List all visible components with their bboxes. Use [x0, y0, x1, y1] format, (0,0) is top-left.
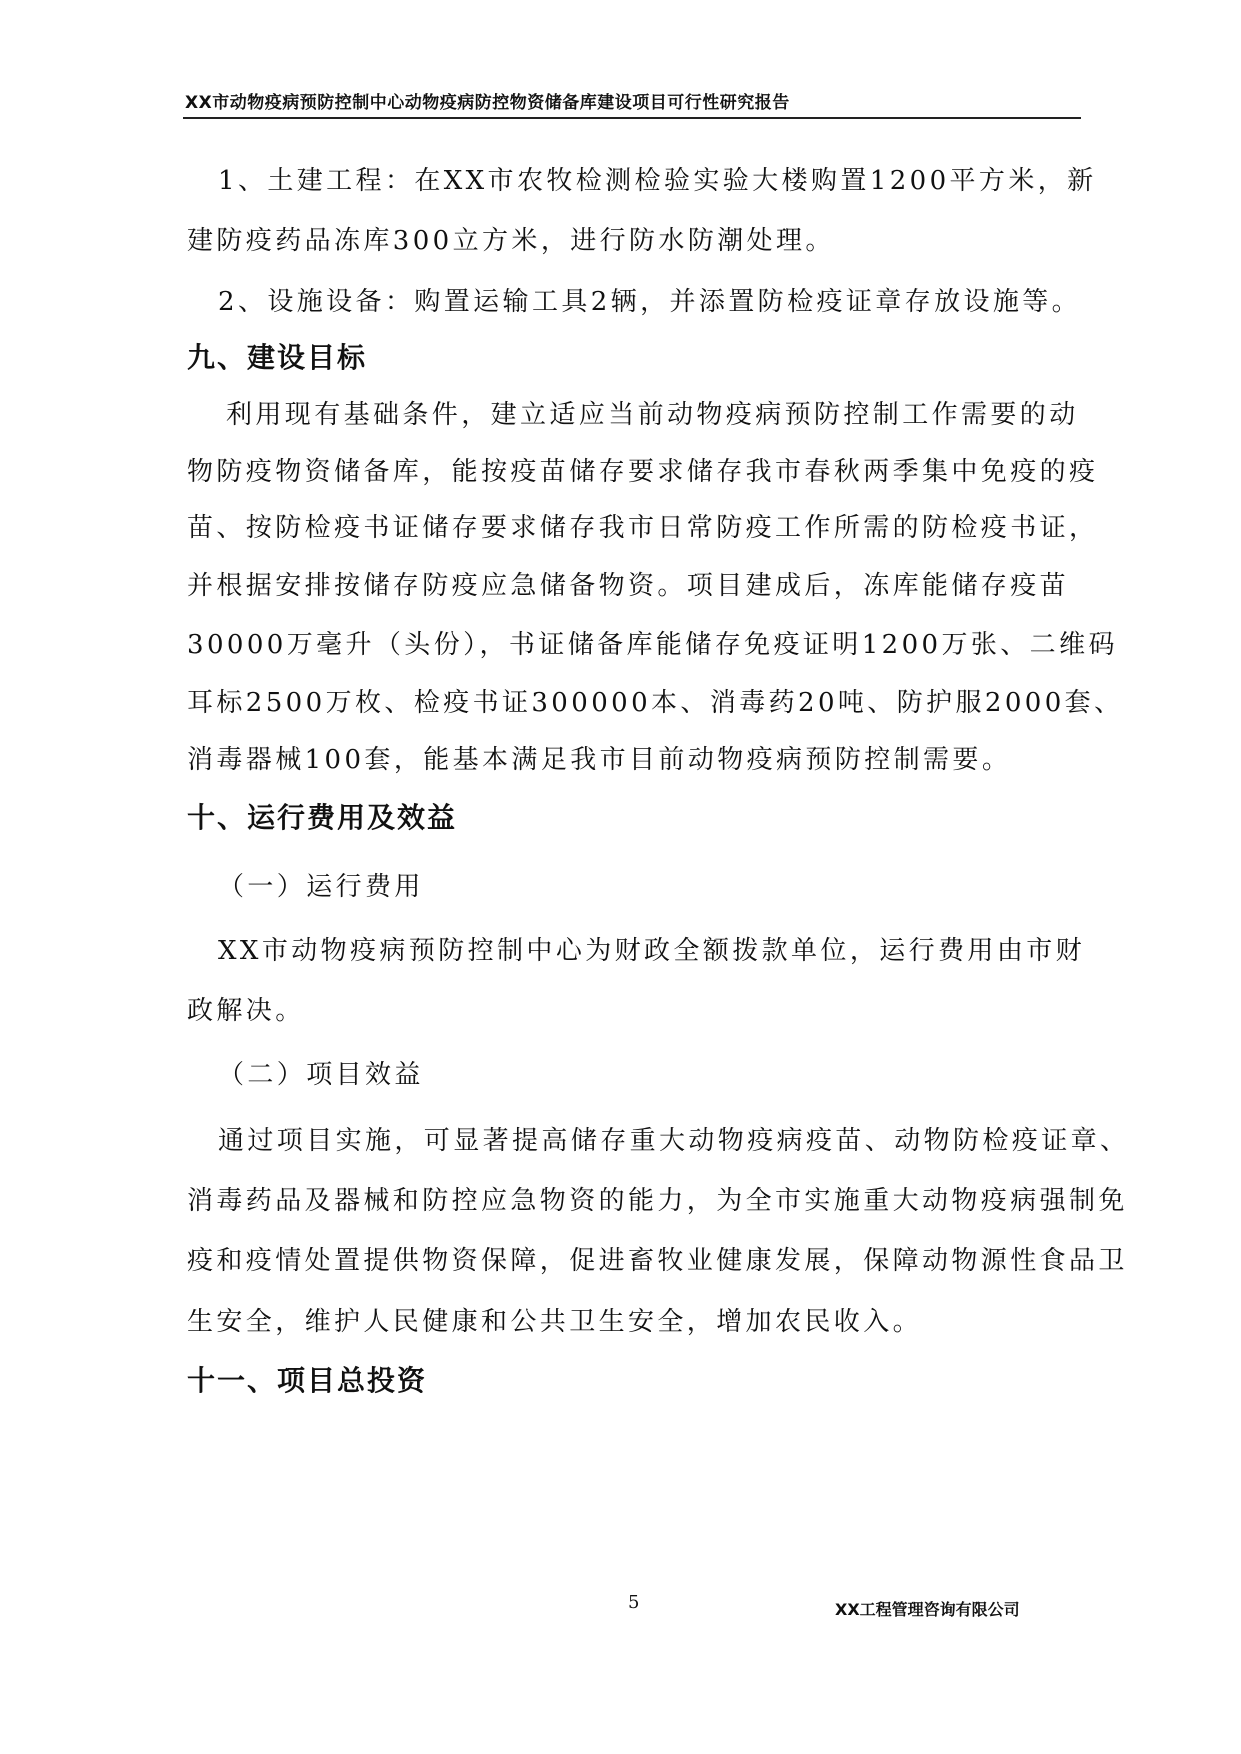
running-header: XX市动物疫病预防控制中心动物疫病防控物资储备库建设项目可行性研究报告: [185, 93, 790, 113]
subsection-1-paragraph-line-2: 政解决。: [187, 996, 305, 1026]
section-9-paragraph-line-2: 物防疫物资储备库，能按疫苗储存要求储存我市春秋两季集中免疫的疫: [187, 457, 1099, 487]
page-number: 5: [628, 1592, 640, 1613]
subsection-1-paragraph-line-1: XX市动物疫病预防控制中心为财政全额拨款单位，运行费用由市财: [218, 936, 1086, 966]
item-1-line-2: 建防疫药品冻库300立方米，进行防水防潮处理。: [187, 226, 835, 256]
section-9-paragraph-line-4: 并根据安排按储存防疫应急储备物资。项目建成后，冻库能储存疫苗: [187, 571, 1070, 601]
section-10-heading: 十、运行费用及效益: [187, 801, 458, 834]
subsection-2-paragraph-line-4: 生安全，维护人民健康和公共卫生安全，增加农民收入。: [187, 1307, 923, 1337]
subsection-1-heading: （一）运行费用: [218, 872, 424, 902]
footer-company-name: XX工程管理咨询有限公司: [835, 1600, 1020, 1619]
section-9-paragraph-line-1: 利用现有基础条件，建立适应当前动物疫病预防控制工作需要的动: [226, 400, 1079, 430]
item-2: 2、设施设备：购置运输工具2辆，并添置防检疫证章存放设施等。: [218, 287, 1082, 317]
subsection-2-paragraph-line-1: 通过项目实施，可显著提高储存重大动物疫病疫苗、动物防检疫证章、: [218, 1126, 1130, 1156]
header-divider: [183, 117, 1081, 119]
section-9-heading: 九、建设目标: [187, 341, 368, 374]
item-1-line-1: 1、土建工程：在XX市农牧检测检验实验大楼购置1200平方米，新: [218, 166, 1097, 196]
section-9-paragraph-line-7: 消毒器械100套，能基本满足我市目前动物疫病预防控制需要。: [187, 745, 1012, 775]
subsection-2-heading: （二）项目效益: [218, 1060, 424, 1090]
section-9-paragraph-line-3: 苗、按防检疫书证储存要求储存我市日常防疫工作所需的防检疫书证，: [187, 513, 1099, 543]
subsection-2-paragraph-line-2: 消毒药品及器械和防控应急物资的能力，为全市实施重大动物疫病强制免: [187, 1186, 1128, 1216]
section-9-paragraph-line-6: 耳标2500万枚、检疫书证300000本、消毒药20吨、防护服2000套、: [187, 688, 1124, 718]
subsection-2-paragraph-line-3: 疫和疫情处置提供物资保障，促进畜牧业健康发展，保障动物源性食品卫: [187, 1246, 1128, 1276]
section-11-heading: 十一、项目总投资: [187, 1364, 428, 1397]
section-9-paragraph-line-5: 30000万毫升（头份），书证储备库能储存免疫证明1200万张、二维码: [187, 630, 1118, 660]
